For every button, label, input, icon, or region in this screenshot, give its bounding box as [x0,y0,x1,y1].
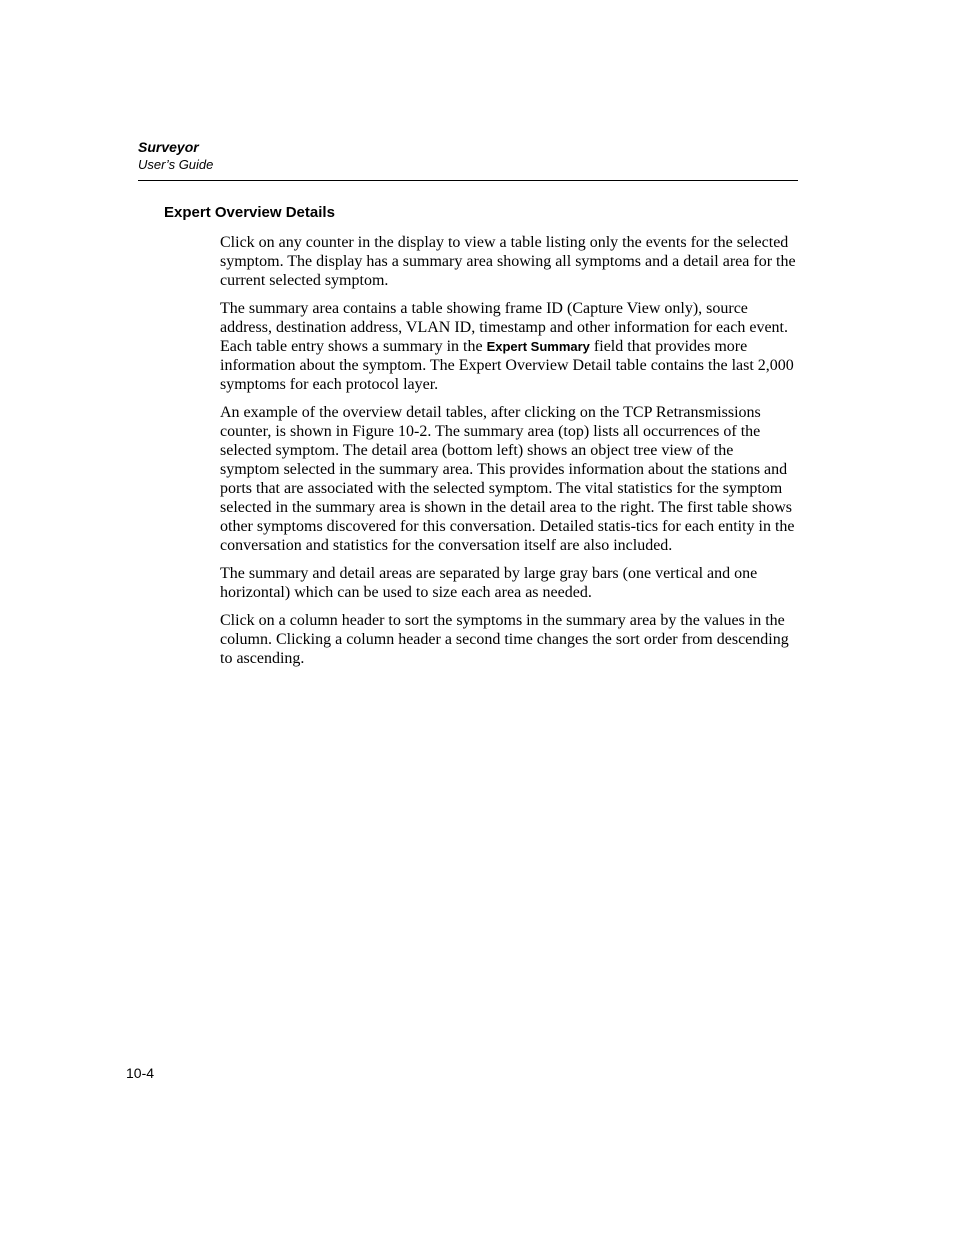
document-subtitle: User’s Guide [138,157,214,172]
header-divider [138,180,798,181]
paragraph-2-lead: The summary area contains a table showing frame ID (Capture View only), source address, destination address, VLAN ID, timestamp and other information for each event. Each table entry shows a summary in the [220,300,788,355]
paragraph-3: An example of the overview detail tables, after clicking on the TCP Retransmissions counter, is shown in Figure 10-2. The summary area (top) lists all occurrences of the selected symptom. The detail area (bottom left) shows an object tree view of the symptom selected in the summary area. This provides information about the stations and ports that are associated with the selected symptom. The vital statistics for the symptom selected in the summary area is shown in the detail area to the right. The first table shows other symptoms discovered for this conversation. Detailed statis-tics for each entity in the conversation and statistics for the conversation itself are also included. [220,404,795,554]
paragraph-1: Click on any counter in the display to view a table listing only the events for the selected symptom. The display has a summary area showing all symptoms and a detail area for the current selected symptom. [220,234,796,289]
paragraph-2 [220,299,796,394]
paragraph-2-tail: field that provides more information about the symptom. The Expert Overview Detail table contains the last 2,000 symptoms for each protocol layer. [220,338,794,393]
running-header [138,138,213,173]
document-title: Surveyor [138,139,199,155]
section-heading: Expert Overview Details [164,204,335,221]
section-body [220,233,796,677]
paragraph-5: Click on a column header to sort the symptoms in the summary area by the values in the column. Clicking a column header a second time changes the sort order from descending to ascending. [220,612,789,667]
expert-summary-field-term: Expert Summary [486,339,590,354]
paragraph-4: The summary and detail areas are separated by large gray bars (one vertical and one horizontal) which can be used to size each area as needed. [220,565,758,601]
page-number: 10-4 [126,1065,155,1081]
